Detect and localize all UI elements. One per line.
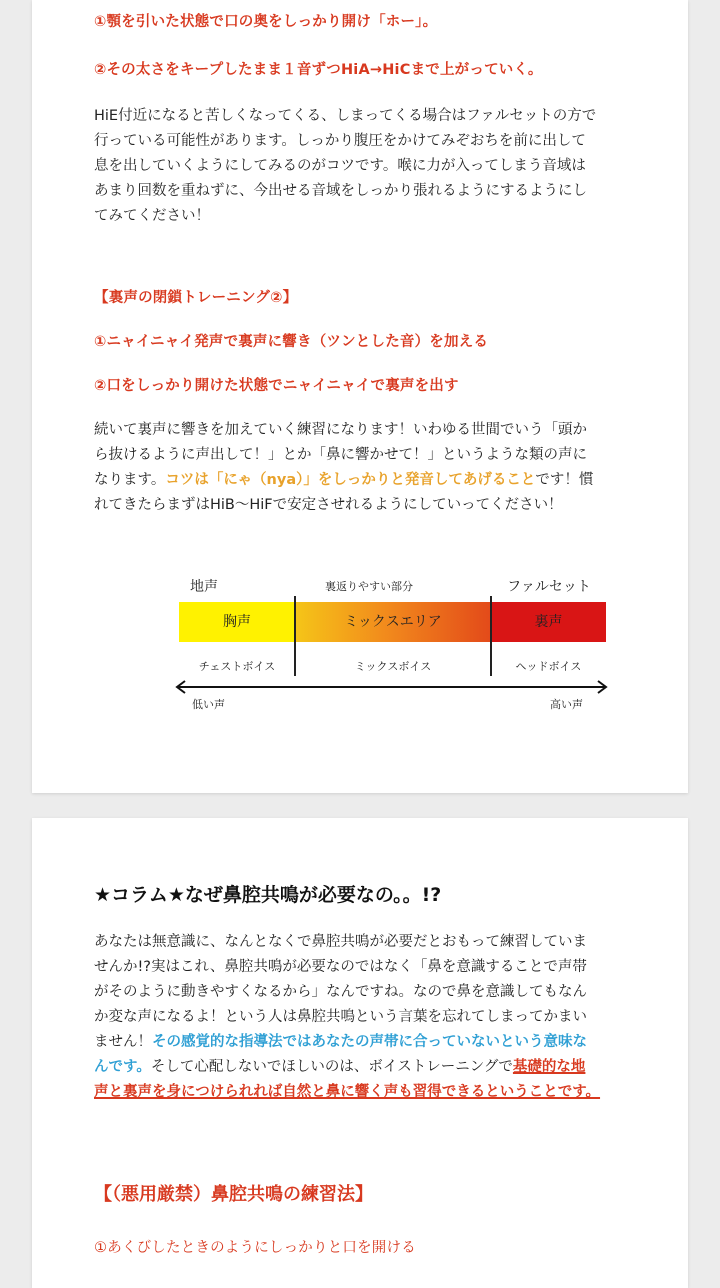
step-3-heading: ①ニャイニャイ発声で裏声に響き（ツンとした音）を加える	[94, 334, 489, 350]
article-card-2	[32, 818, 688, 1288]
paragraph-1-line: HiE付近になると苦しくなってくる、しまってくる場合はファルセットの方で	[94, 108, 597, 124]
highlight-tip: コツは「にゃ（nya）」をしっかりと発音してあげること	[165, 472, 536, 488]
column-paragraph	[94, 930, 600, 1105]
label-low-voice: 低い声	[192, 698, 225, 711]
step-2-heading: ②その太さをキープしたまま１音ずつHiA→HiCまで上がっていく。	[94, 62, 543, 78]
label-break-area: 裏返りやすい部分	[325, 580, 413, 593]
section-title-nasal-resonance: 【（悪用厳禁）鼻腔共鳴の練習法】	[94, 1184, 373, 1205]
article-card-1	[32, 0, 688, 793]
column-line	[94, 1030, 600, 1055]
step-4-heading: ②口をしっかり開けた状態でニャイニャイで裏声を出す	[94, 378, 459, 394]
seg-chest-label: 胸声	[223, 614, 251, 630]
seg-mix-label: ミックスエリア	[344, 614, 442, 630]
text-span: ません！	[94, 1034, 152, 1050]
label-falsetto: ファルセット	[507, 579, 591, 595]
label-chest-voice: チェストボイス	[198, 660, 276, 673]
paragraph-2-line: れてきたらまずはHiB～HiFで安定させれるようにしていってください！	[94, 497, 563, 513]
highlight-blue: その感覚的な指導法ではあなたの声帯に合っていないという意味な	[152, 1034, 587, 1050]
paragraph-1-line: てみてください！	[94, 208, 210, 224]
column-line: せんか!?実はこれ、鼻腔共鳴が必要なのではなく「鼻を意識することで声帯	[94, 959, 587, 975]
column-line	[94, 1080, 600, 1105]
highlight-blue: んです。	[94, 1059, 151, 1075]
text-span: です！慣	[535, 472, 594, 488]
section-title-falsetto-closure: 【裏声の閉鎖トレーニング②】	[94, 290, 298, 306]
label-chest: 地声	[190, 579, 218, 595]
text-span: そして心配しないでほしいのは、ボイストレーニングで	[150, 1059, 513, 1075]
text-span: なります。	[94, 472, 166, 488]
step-1-heading: ①顎を引いた状態で口の奥をしっかり開け「ホー」。	[94, 14, 438, 30]
paragraph-1-line: 行っている可能性があります。しっかり腹圧をかけてみぞおちを前に出して	[94, 133, 586, 149]
column-line: がそのように動きやすくなるから」なんですね。なので鼻を意識してもなん	[94, 984, 587, 1000]
nasal-step-1: ①あくびしたときのようにしっかりと口を開ける	[94, 1240, 416, 1256]
paragraph-1	[94, 104, 596, 229]
highlight-red: 声と裏声を身につけられれば自然と鼻に響く声も習得できるということです。	[94, 1084, 601, 1100]
highlight-red: 基礎的な地	[512, 1059, 586, 1075]
pitch-arrow-icon	[174, 680, 609, 694]
label-head-voice: ヘッドボイス	[515, 660, 582, 673]
voice-range-diagram	[144, 568, 614, 718]
paragraph-1-line: あまり回数を重ねずに、今出せる音域をしっかり張れるようにするようにし	[94, 183, 587, 199]
label-high-voice: 高い声	[550, 698, 583, 711]
column-line: か変な声になるよ！という人は鼻腔共鳴という言葉を忘れてしまってかまい	[94, 1009, 587, 1025]
seg-falsetto-label: 裏声	[534, 614, 563, 630]
paragraph-1-line: 息を出していくようにしてみるのがコツです。喉に力が入ってしまう音域は	[94, 158, 586, 174]
paragraph-2	[94, 418, 593, 518]
column-line: あなたは無意識に、なんとなくで鼻腔共鳴が必要だとおもって練習していま	[94, 934, 587, 950]
column-line	[94, 1055, 600, 1080]
column-heading: ★コラム★なぜ鼻腔共鳴が必要なの。。!?	[94, 884, 442, 906]
paragraph-2-line	[94, 468, 593, 493]
paragraph-2-line: 続いて裏声に響きを加えていく練習になります！いわゆる世間でいう「頭か	[94, 422, 587, 438]
paragraph-2-line: ら抜けるように声出して！」とか「鼻に響かせて！」というような類の声に	[94, 447, 587, 463]
label-mix-voice: ミックスボイス	[354, 660, 432, 673]
